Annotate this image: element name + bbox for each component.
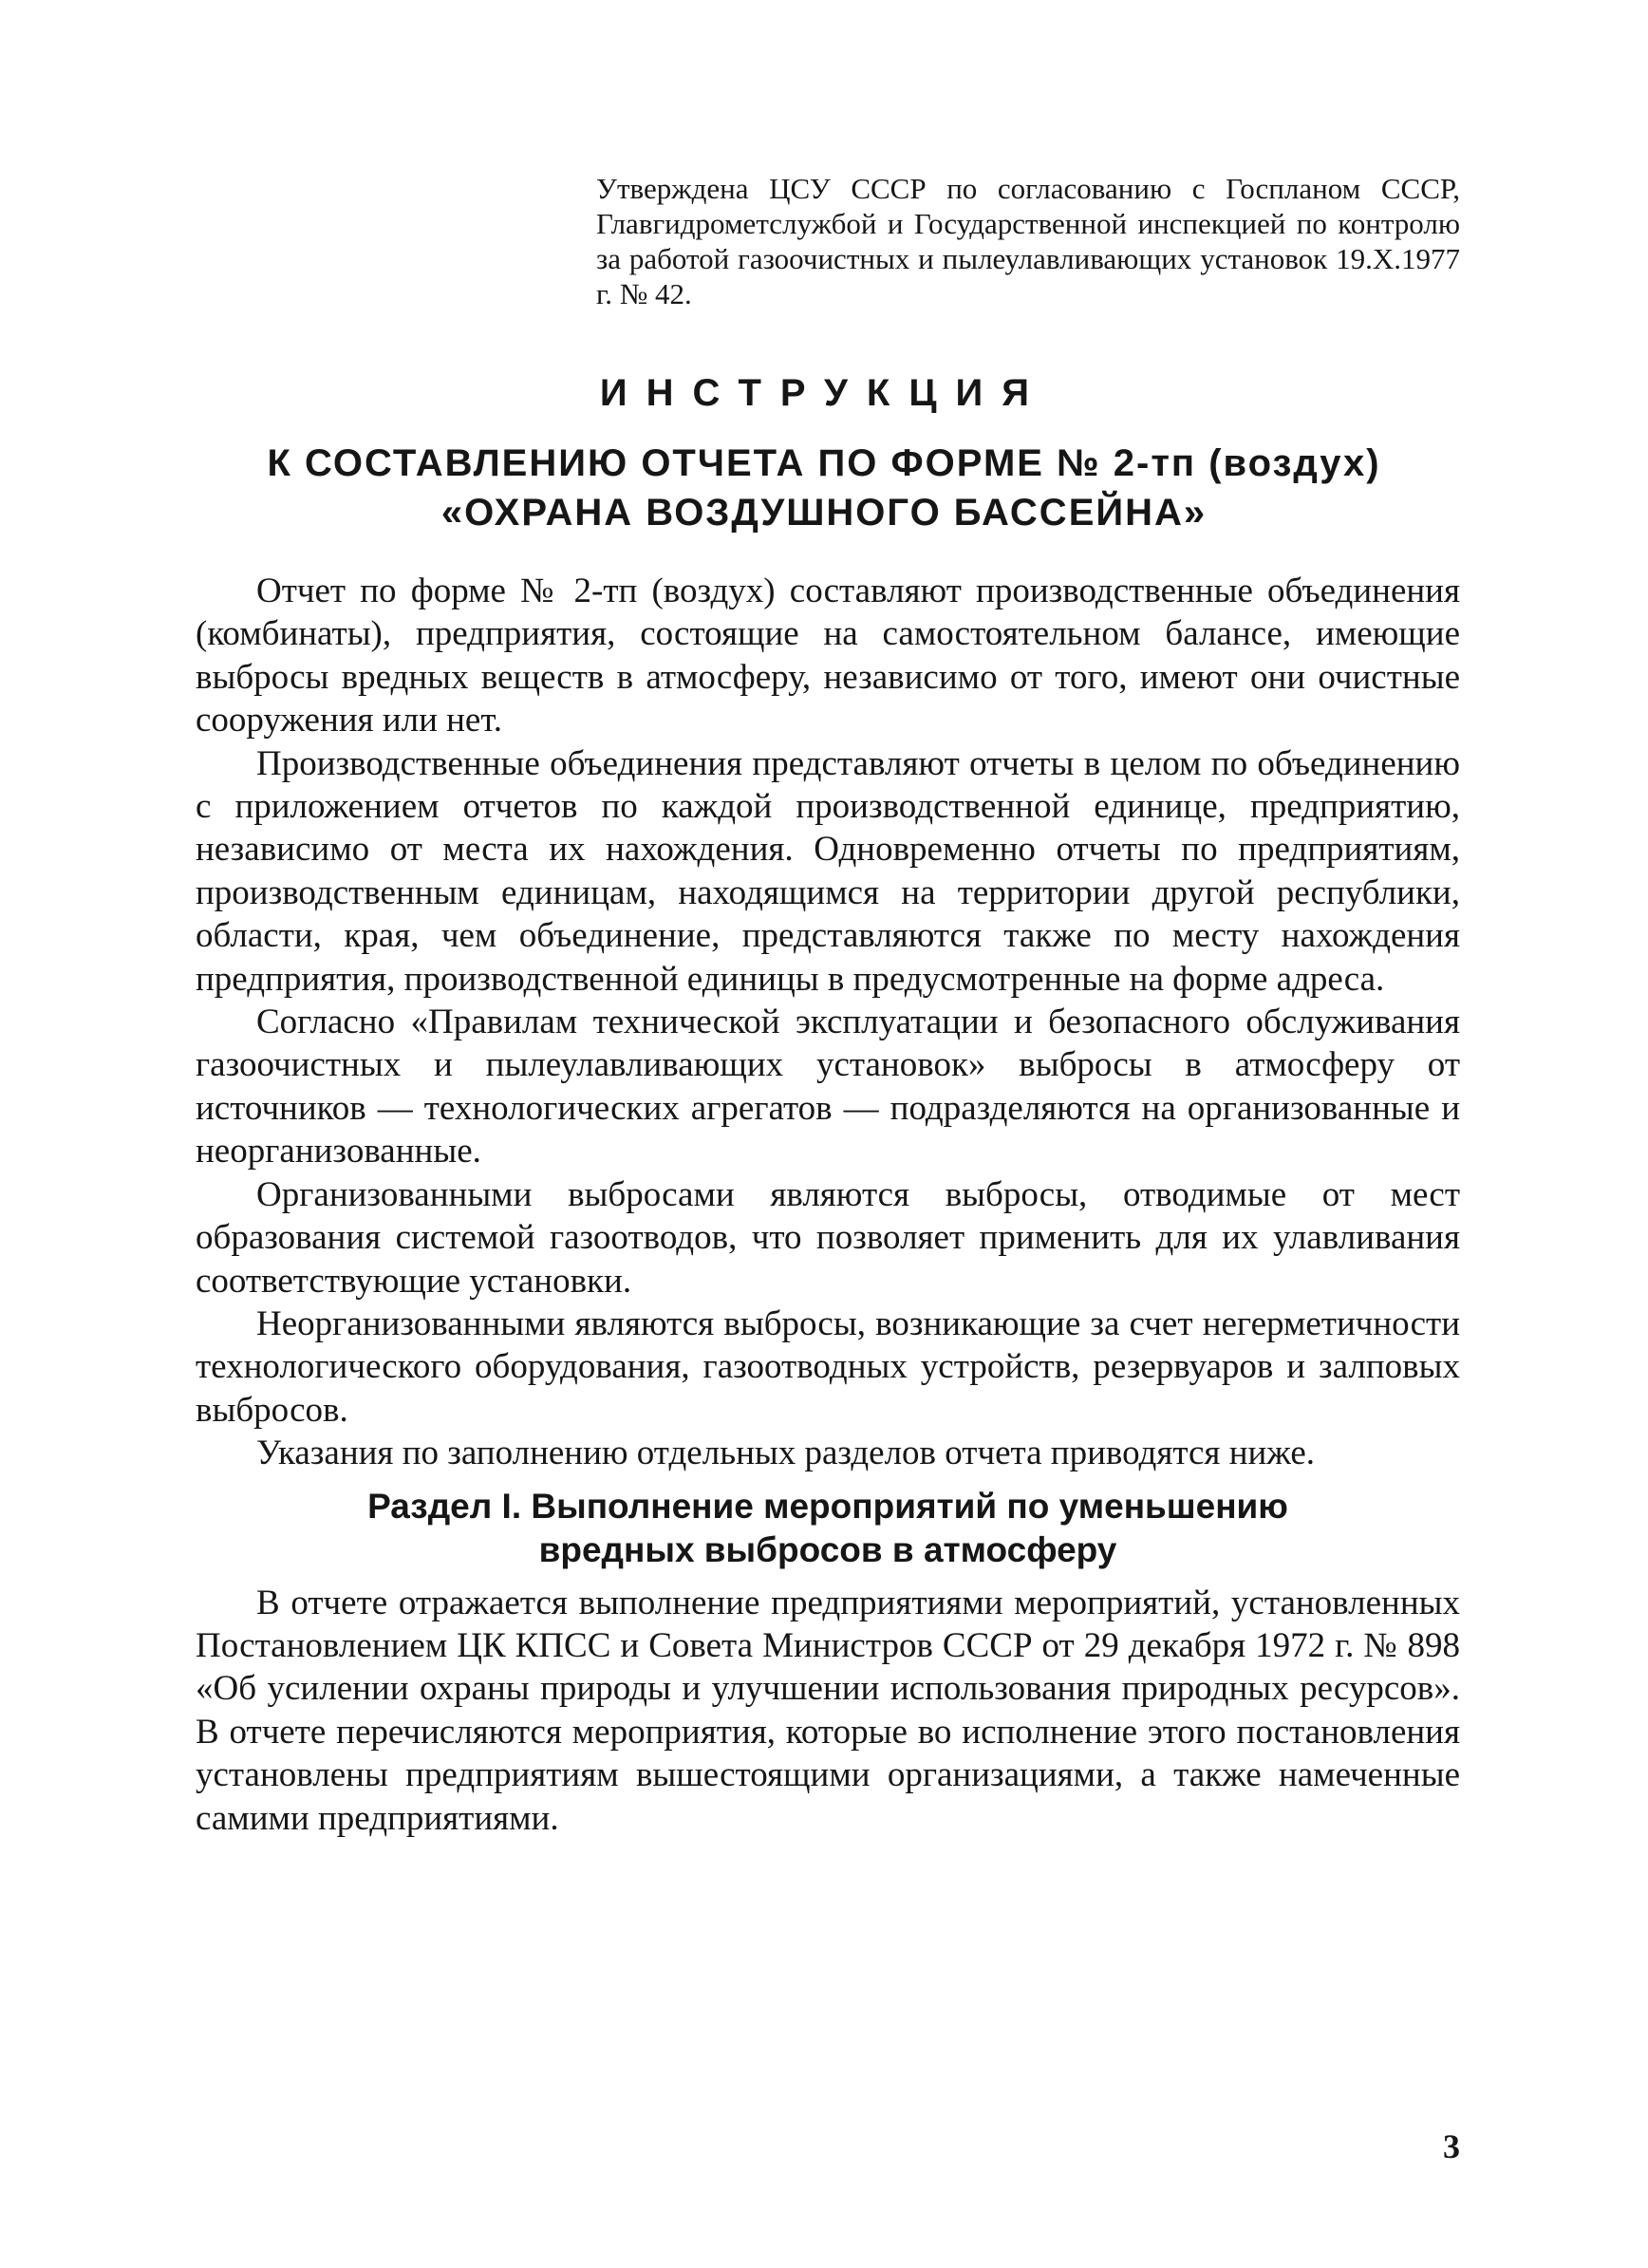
body-text [196, 570, 1460, 1840]
document-title [0, 439, 1648, 537]
document-title-line2: «ОХРАНА ВОЗДУШНОГО БАССЕЙНА» [440, 492, 1208, 534]
section-heading-line1: Раздел I. Выполнение мероприятий по уменьшению [367, 1486, 1288, 1526]
approval-note: Утверждена ЦСУ СССР по согласованию с Госпланом СССР, Главгидрометслужбой и Государственной инспекцией по контролю за работой газоочистных и пылеулавливающих установок 19.X.1977 г. № 42. [596, 172, 1460, 310]
paragraph-instructions-below: Указания по заполнению отдельных разделов отчета приводятся ниже. [256, 1434, 1316, 1473]
paragraph-section1: В отчете отражается выполнение предприятиями мероприятий, установленных Постановлением ЦК КПСС и Совета Министров СССР от 29 декабря 1972 г. № 898 «Об усилении охраны природы и улучшении использования природных ресурсов». В отчете перечисляются мероприятия, которые во исполнение этого постановления установлены предприятиям вышестоящими организациями, а также намеченные самими предприятиями. [196, 1583, 1460, 1838]
section-heading [196, 1485, 1460, 1572]
paragraph-emission-rules: Согласно «Правилам технической эксплуатации и безопасного обслуживания газоочистных и пылеулавливающих установок» выбросы в атмосферу от источников — технологических агрегатов — подразделяются на организованные и неорганизованные. [196, 1003, 1460, 1171]
paragraph-report-submitters: Отчет по форме № 2-тп (воздух) составляют производственные объединения (комбинаты), предприятия, состоящие на самостоятельном балансе, имеющие выбросы вредных веществ в атмосферу, независимо от того, имеют они очистные сооружения или нет. [196, 572, 1460, 740]
page-number: 3 [1443, 2127, 1460, 2165]
section-heading-line2: вредных выбросов в атмосферу [538, 1529, 1117, 1569]
document-title-line1: К СОСТАВЛЕНИЮ ОТЧЕТА ПО ФОРМЕ № 2-тп (воздух) [267, 442, 1381, 484]
document-title-word: ИНСТРУКЦИЯ [599, 372, 1049, 414]
paragraph-unorganized-emissions: Неорганизованными являются выбросы, возникающие за счет негерметичности технологического оборудования, газоотводных устройств, резервуаров и залповых выбросов. [196, 1303, 1460, 1430]
paragraph-organized-emissions: Организованными выбросами являются выбросы, отводимые от мест образования системой газоотводов, что позволяет применить для их улавливания соответствующие установки. [196, 1174, 1460, 1301]
paragraph-production-associations: Производственные объединения представляют отчеты в целом по объединению с приложением отчетов по каждой производственной единице, предприятию, независимо от места их нахождения. Одновременно отчеты по предприятиям, производственным единицам, находящимся на территории другой республики, области, края, чем объединение, представляются также по месту нахождения предприятия, производственной единицы в предусмотренные на форме адреса. [196, 743, 1460, 999]
